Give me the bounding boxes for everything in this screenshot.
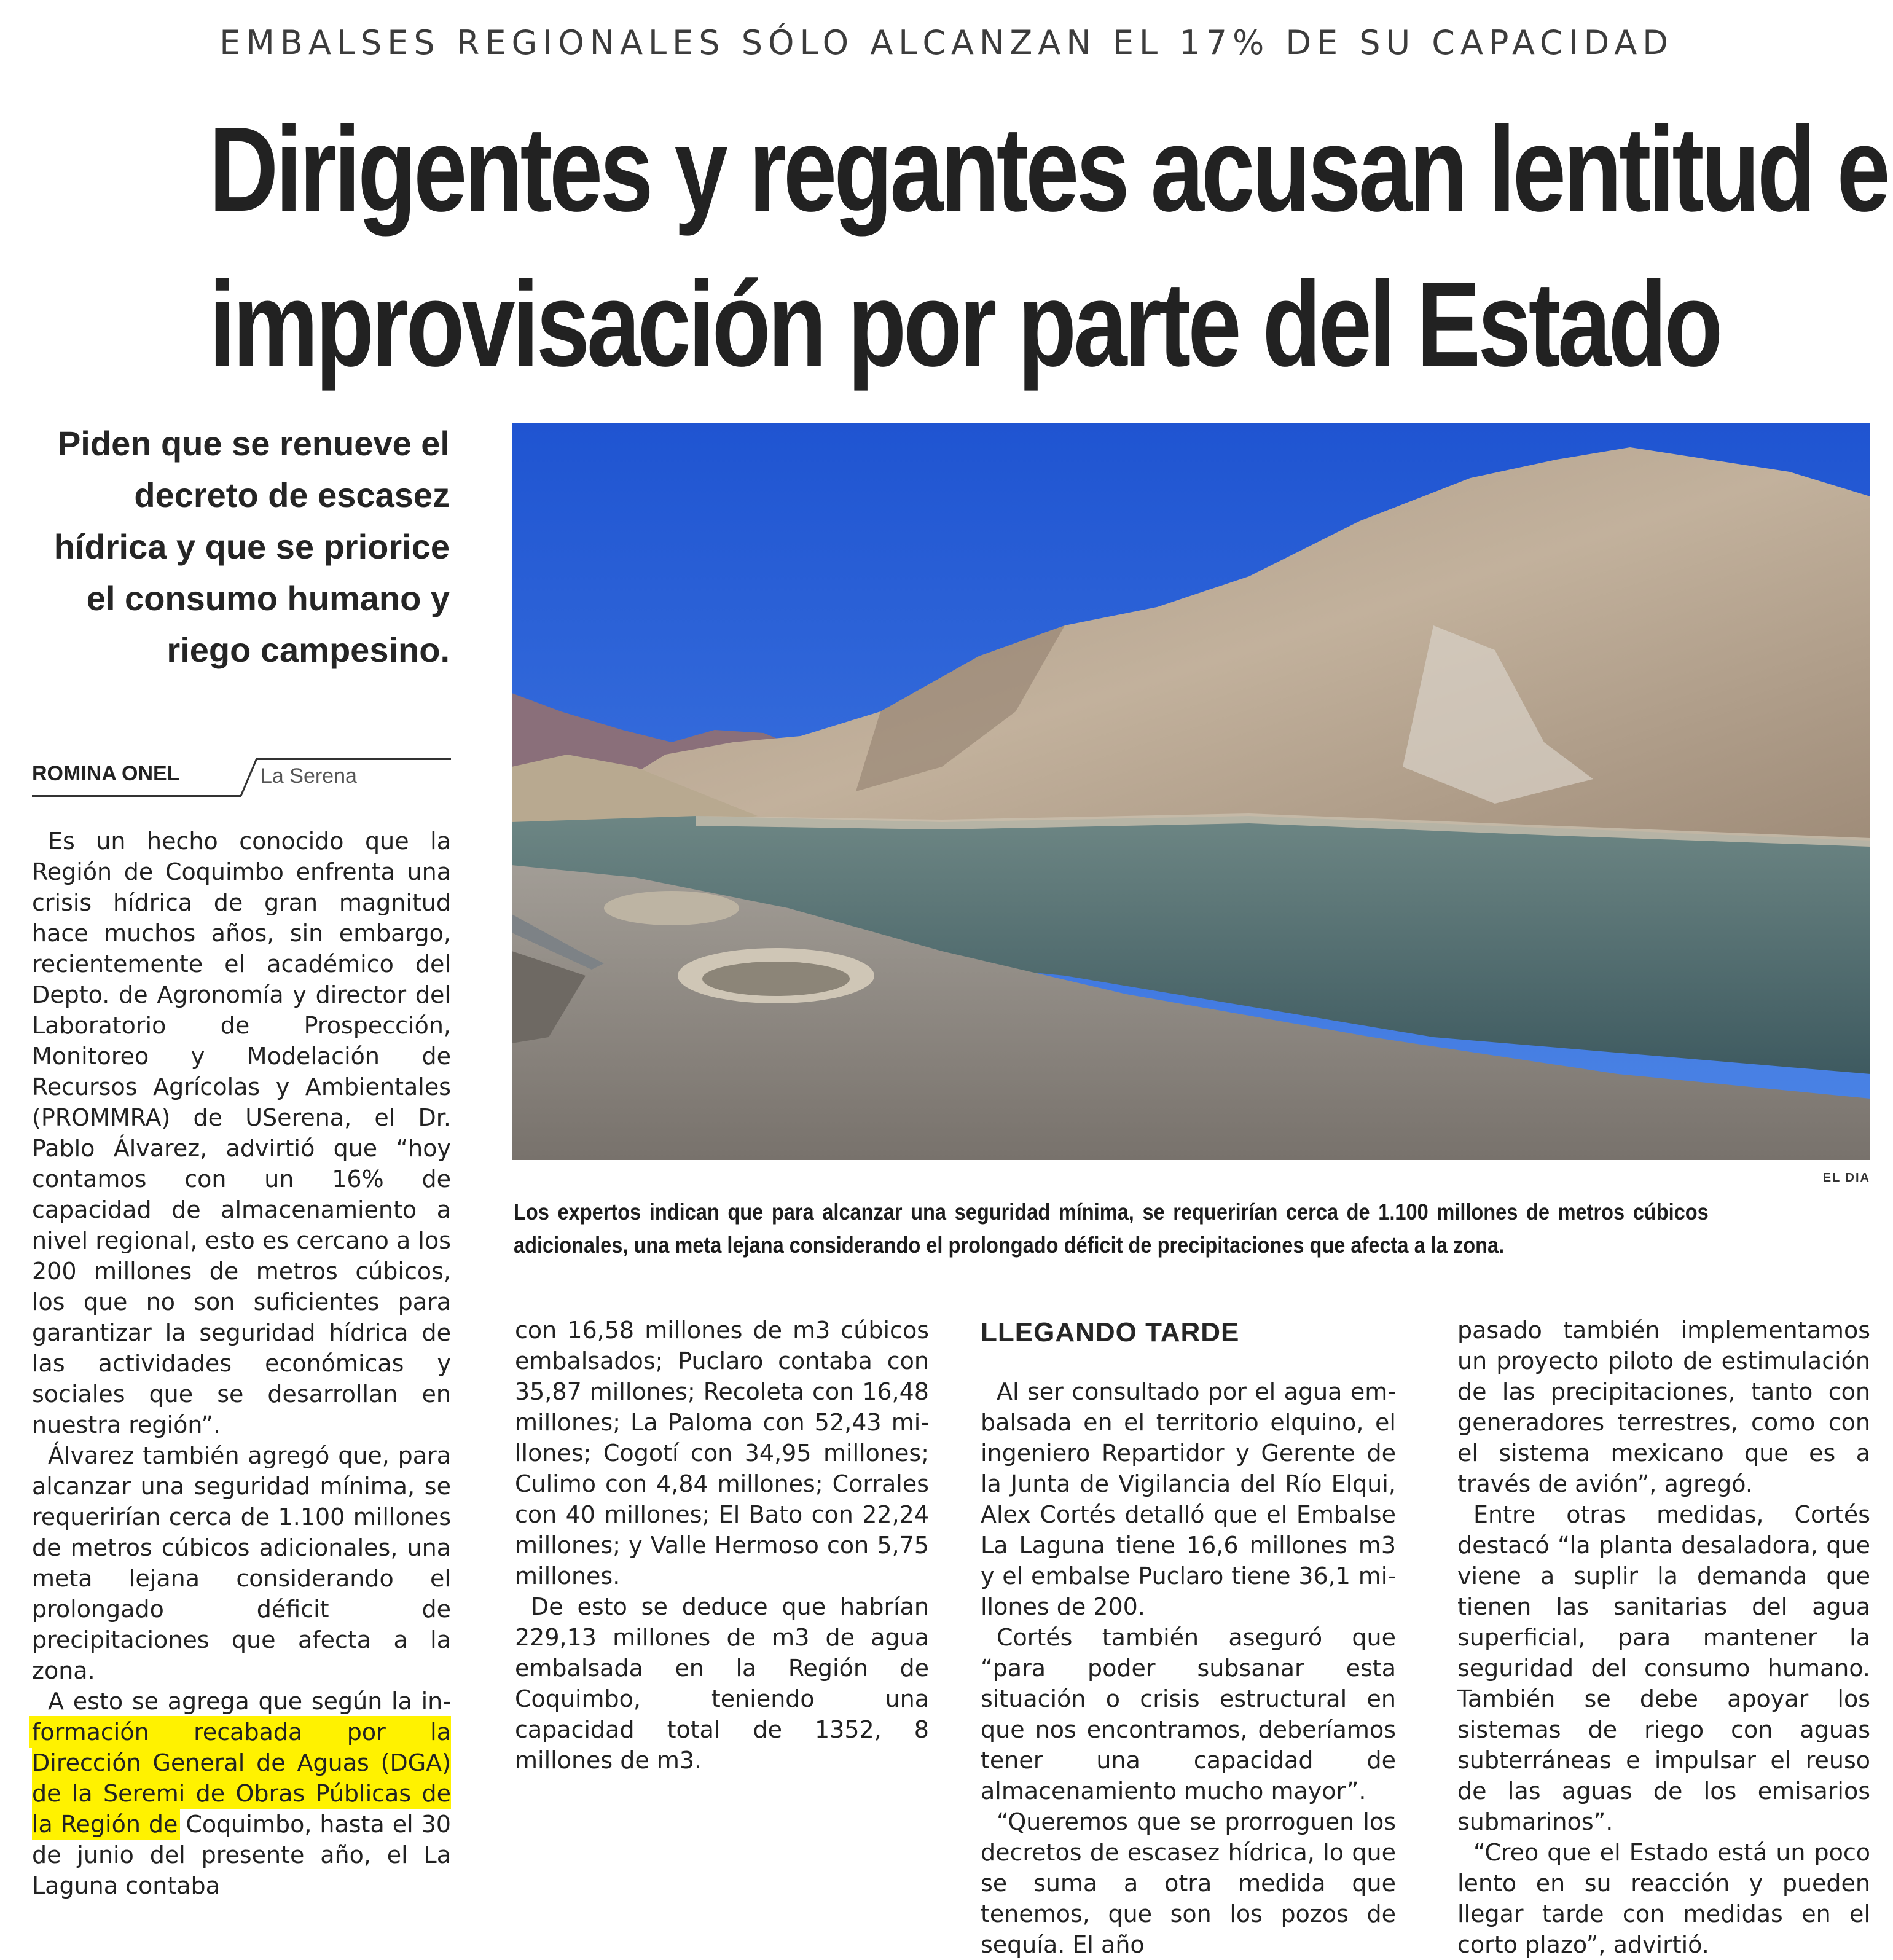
byline bbox=[32, 758, 451, 801]
paragraph-8: “Queremos que se prorroguen los decretos de escasez hídrica, lo que se suma a otra medida que tenemos, que son los pozos de sequía. El año bbox=[981, 1808, 1396, 1958]
reservoir-photo bbox=[512, 423, 1870, 1160]
paragraph-2: Álvarez también agregó que, para alcanzar una seguridad mínima, se requerirían cerca de 1.100 millones de metros cúbicos adicionales, una meta lejana considerando el prolongado déficit de precipitaciones que afecta a la zona. bbox=[32, 1442, 451, 1684]
photo-caption: Los expertos indican que para alcanzar una seguridad mínima, se requerirían cerca de 1.100 millones de metros cúbicos adicionales, una meta lejana considerando el prolongado déficit de precipitaciones que afecta a la zona. bbox=[514, 1199, 1709, 1258]
paragraph-7: Cortés también aseguró que “para poder subsanar esta situación o crisis estructural en que nos encontramos, deberíamos tener una capacidad de almacenamiento mucho mayor”. bbox=[981, 1624, 1396, 1805]
spillway-funnel-inner bbox=[702, 962, 850, 996]
paragraph-10: Entre otras medidas, Cortés destacó “la planta desaladora, que viene a suplir la demanda que tienen las sanitarias del agua superficial, para mantener la seguridad del consumo humano. También se debe apoyar los sistemas de riego con aguas subterráneas e impulsar el reuso de las aguas de los emisarios submarinos”. bbox=[1457, 1501, 1870, 1835]
paragraph-1: Es un hecho conocido que la Región de Coquimbo enfrenta una crisis hídrica de gran magnitud hace muchos años, sin embargo, recientemente el académico del Depto. de Agronomía y director del Laboratorio de Prospección, Monitoreo y Modelación de Recursos Agrícolas y Ambientales (PROMMRA) de U​Serena, el Dr. Pablo Álvarez, advirtió que “hoy contamos con un 16% de capacidad de almacenamiento a nivel regional, esto es cercano a los 200 millones de metros cúbicos, los que no son suficientes para garantizar la seguridad hídrica de las actividades económicas y sociales que se desarrollan en nuestra región”. bbox=[32, 828, 451, 1438]
byline-rule-top bbox=[256, 758, 451, 760]
paragraph-3-start: A esto se agrega que según la in bbox=[48, 1688, 451, 1715]
paragraph-9: pasado también implementamos un proyecto piloto de estimulación de las precipitaciones, tanto con generadores terrestres, como con el sistema mexicano que es a través de avión”, agregó. bbox=[1457, 1317, 1870, 1497]
paragraph-11: “Creo que el Estado está un poco lento en su reacción y pueden llegar tarde con medidas en el corto plazo”, advirtió. bbox=[1457, 1839, 1870, 1958]
paragraph-3 bbox=[32, 1686, 451, 1901]
paragraph-3-end: Coquimbo, hasta el 30 de junio del presente año, el La Laguna contaba bbox=[32, 1811, 451, 1899]
byline-rule bbox=[32, 795, 241, 797]
reservoir-illustration bbox=[512, 423, 1870, 1160]
headline bbox=[209, 92, 1887, 402]
small-funnel bbox=[604, 891, 739, 925]
photo-credit: EL DIA bbox=[1822, 1171, 1870, 1185]
paragraph-5: De esto se deduce que habrían 229,13 millones de m3 de agua embalsada en la Región de Coquimbo, teniendo una capacidad total de 1352, 8 millones de m3. bbox=[515, 1593, 929, 1774]
paragraph-4: con 16,58 millones de m3 cúbicos embalsados; Puclaro contaba con 35,87 millones; Recoleta con 16,48 millones; La Paloma con 52,43 millones; Cogotí con 34,95 millones; Culimo con 4,84 millones; Corrales con 40 millones; El Bato con 22,24 millones; y Valle Hermoso con 5,75 millones. bbox=[515, 1317, 929, 1590]
article-column-2 bbox=[515, 1315, 929, 1776]
headline-line-1: Dirigentes y regantes acusan lentitud e bbox=[209, 102, 1887, 237]
highlighted-text: formación recabada por la Dirección General de Aguas (DGA) de la Seremi de Obras Públicas de la Región de bbox=[32, 1719, 451, 1838]
article-column-3 bbox=[981, 1315, 1396, 1960]
kicker: EMBALSES REGIONALES SÓLO ALCANZAN EL 17% DE SU CAPACIDAD bbox=[219, 23, 1674, 62]
article-column-1 bbox=[32, 826, 451, 1901]
byline-location: La Serena bbox=[261, 764, 357, 788]
section-subhead: LLEGANDO TARDE bbox=[981, 1317, 1240, 1347]
byline-rule-slant bbox=[240, 758, 257, 796]
paragraph-6: Al ser consultado por el agua embalsada en el territorio elquino, el ingeniero Repartidor y Gerente de la Junta de Vigilancia del Río Elqui, Alex Cortés detalló que el Embalse La Laguna tiene 16,6 millones m3 y el embalse Puclaro tiene 36,1 millones de 200. bbox=[981, 1378, 1396, 1620]
byline-author: ROMINA ONEL bbox=[32, 762, 180, 785]
article-column-4 bbox=[1457, 1315, 1870, 1960]
summary-deck: Piden que se renueve el decreto de escasez hídrica y que se priorice el consumo humano y riego campesino. bbox=[53, 424, 450, 669]
headline-line-2: improvisación por parte del Estado bbox=[209, 257, 1720, 391]
